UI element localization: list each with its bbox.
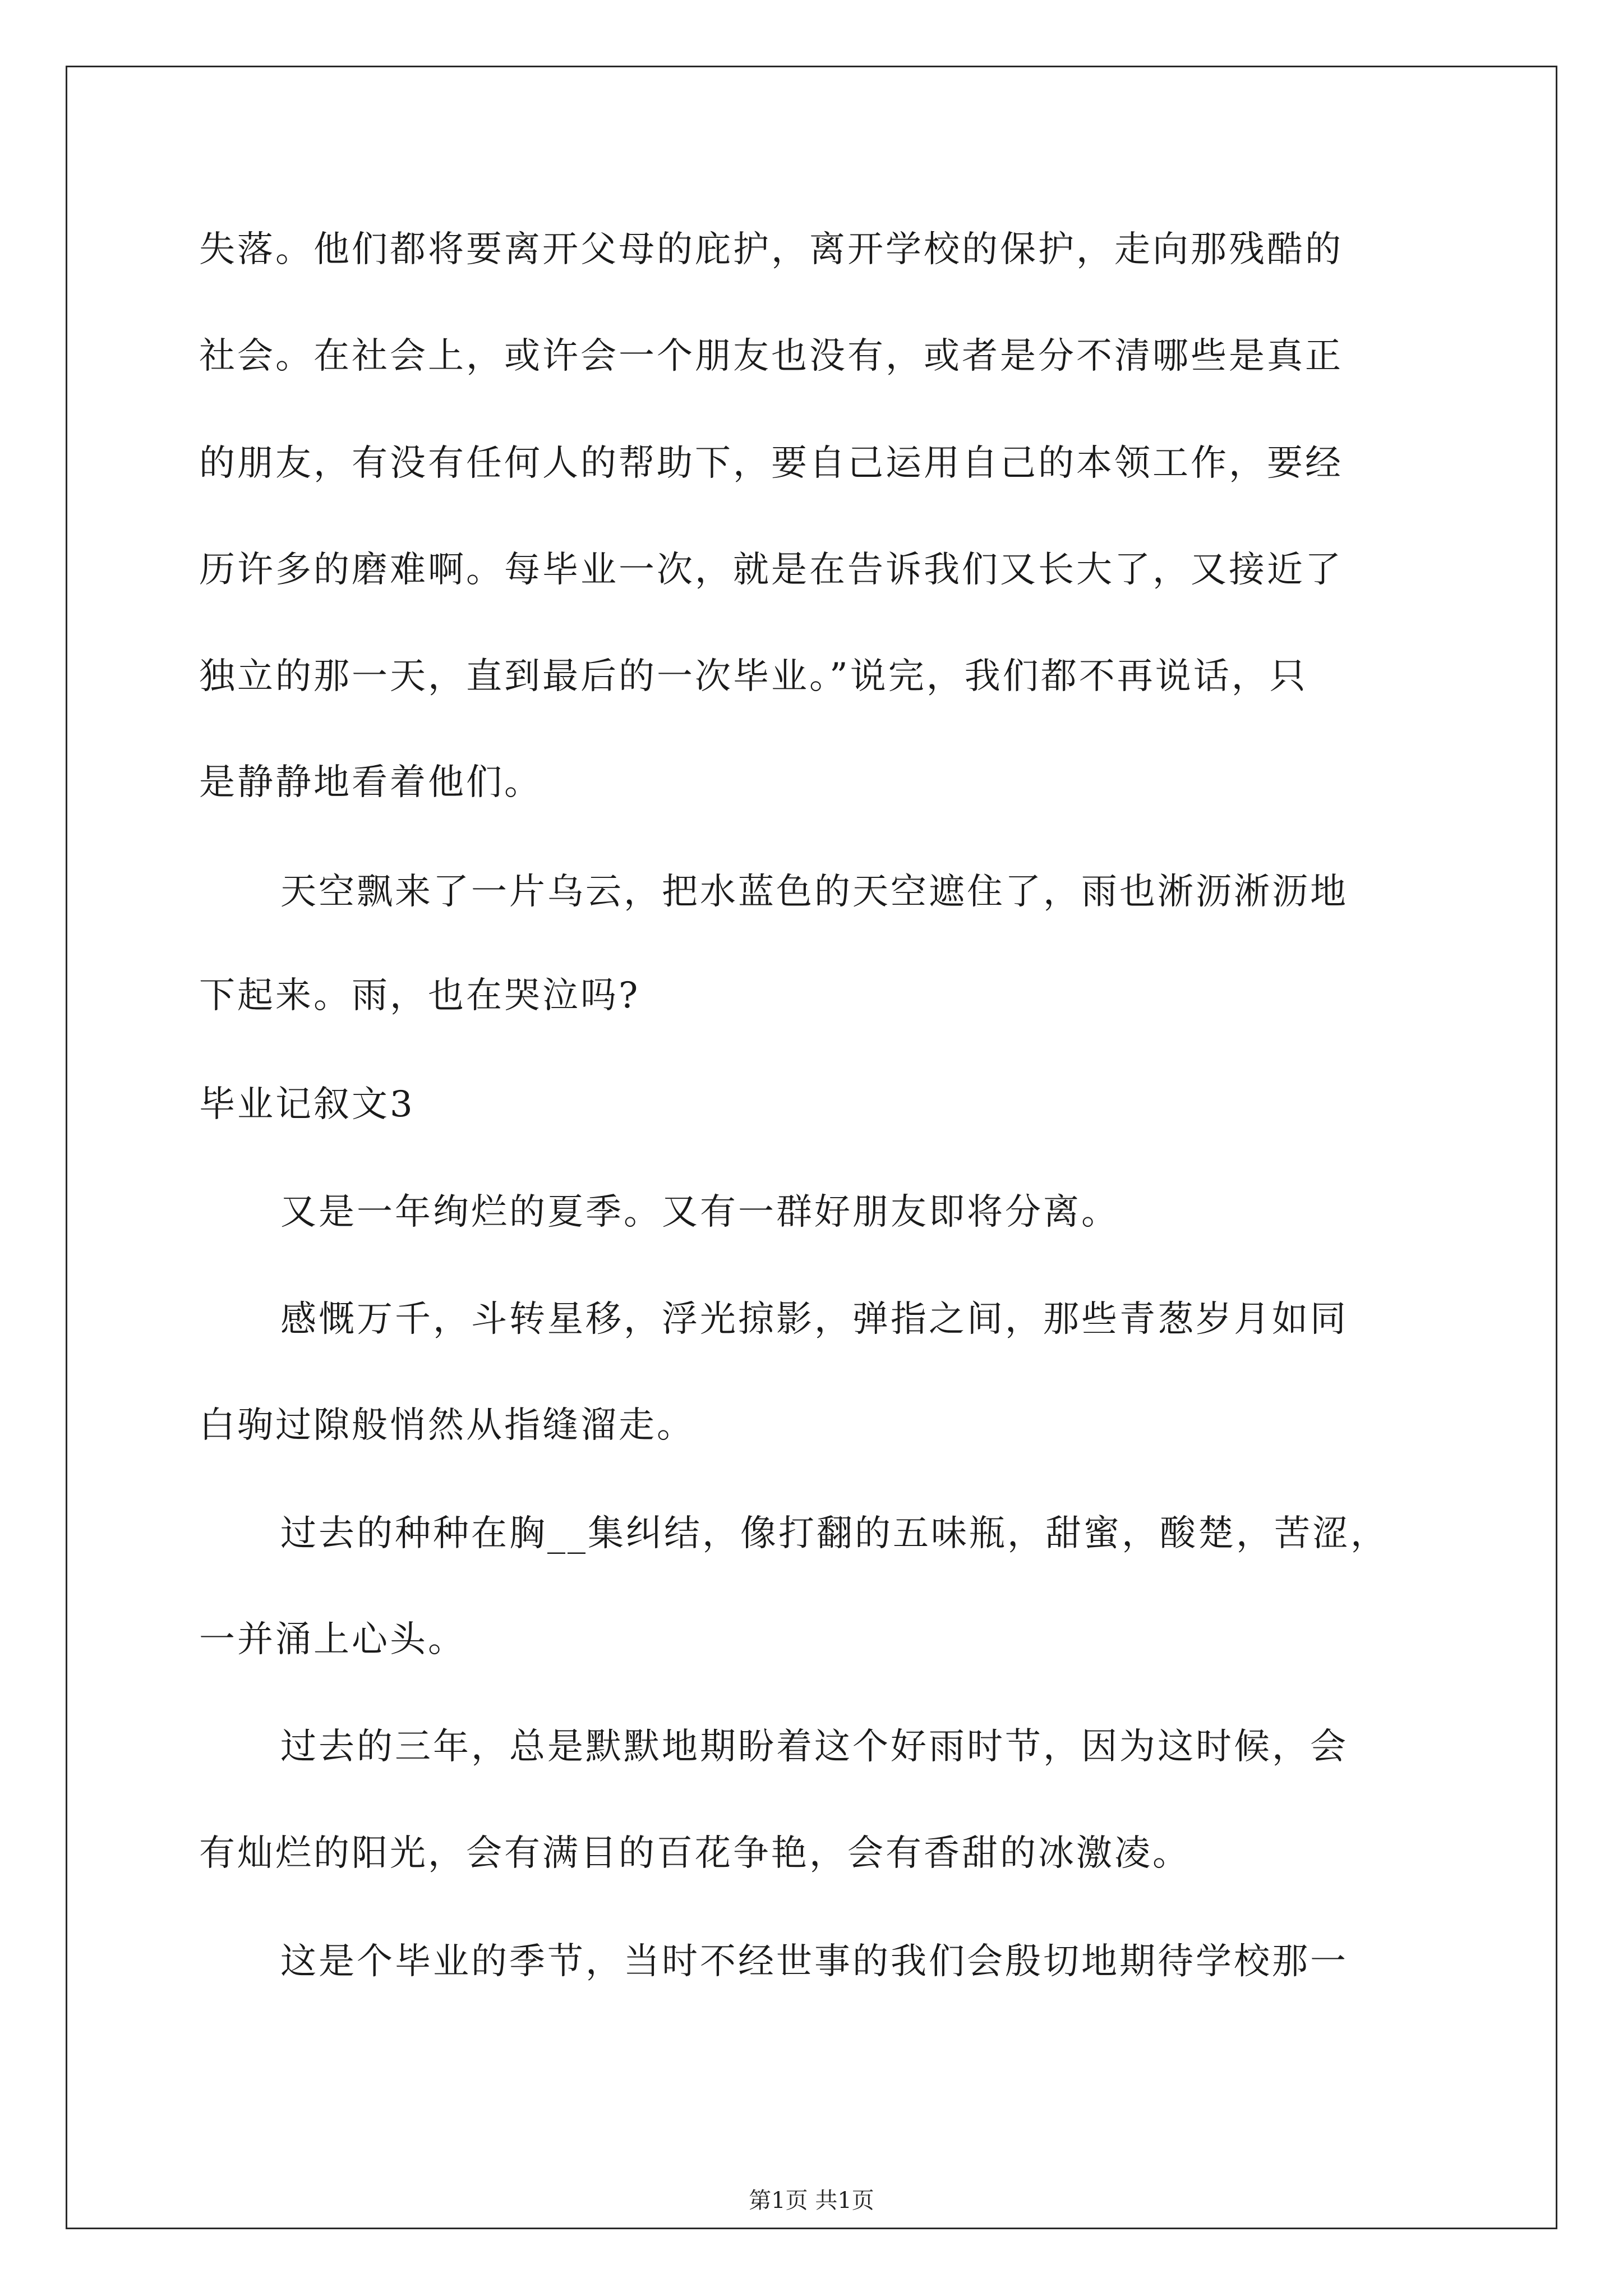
body-text-line: 下起来。雨，也在哭泣吗? xyxy=(199,975,640,1016)
body-text-line: 天空飘来了一片乌云，把水蓝色的天空遮住了，雨也淅沥淅沥地 xyxy=(280,871,1348,913)
body-text-line: 是静静地看着他们。 xyxy=(199,762,542,803)
body-text-line: 的朋友，有没有任何人的帮助下，要自己运用自己的本领工作，要经 xyxy=(199,443,1343,484)
body-text-line: 过去的种种在胸__集纠结，像打翻的五味瓶，甜蜜，酸楚，苦涩， xyxy=(280,1513,1389,1554)
body-text-line: 独立的那一天，直到最后的一次毕业。”说完，我们都不再说话，只 xyxy=(199,656,1308,697)
body-text-line: 又是一年绚烂的夏季。又有一群好朋友即将分离。 xyxy=(280,1191,1119,1233)
body-text-line: 失落。他们都将要离开父母的庇护，离开学校的保护，走向那残酷的 xyxy=(199,229,1343,270)
page-footer: 第1页 共1页 xyxy=(749,2188,874,2214)
body-text-line: 过去的三年，总是默默地期盼着这个好雨时节，因为这时候，会 xyxy=(280,1726,1348,1768)
body-text-line: 历许多的磨难啊。每毕业一次，就是在告诉我们又长大了，又接近了 xyxy=(199,549,1343,591)
body-text-line: 有灿烂的阳光，会有满目的百花争艳，会有香甜的冰激凌。 xyxy=(199,1833,1191,1874)
body-text-line: 这是个毕业的季节，当时不经世事的我们会殷切地期待学校那一 xyxy=(280,1941,1348,1982)
section-heading: 毕业记叙文3 xyxy=(199,1084,415,1125)
body-text-line: 白驹过隙般悄然从指缝溜走。 xyxy=(199,1405,695,1446)
body-text-line: 社会。在社会上，或许会一个朋友也没有，或者是分不清哪些是真正 xyxy=(199,335,1343,377)
page-border xyxy=(66,66,1557,2229)
body-text-line: 一并涌上心头。 xyxy=(199,1619,466,1660)
body-text-line: 感慨万千，斗转星移，浮光掠影，弹指之间，那些青葱岁月如同 xyxy=(280,1299,1348,1340)
